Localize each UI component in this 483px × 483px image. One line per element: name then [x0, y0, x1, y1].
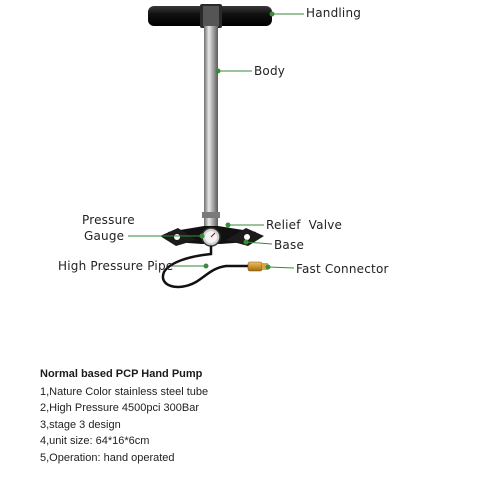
- description-item: 3,stage 3 design: [40, 418, 121, 431]
- handle: [148, 4, 272, 28]
- description-item: 5,Operation: hand operated: [40, 451, 175, 464]
- description-item: 2,High Pressure 4500pci 300Bar: [40, 402, 199, 415]
- description-item: 4,unit size: 64*16*6cm: [40, 435, 150, 448]
- label-body: Body: [254, 64, 286, 78]
- label-pressure-gauge-line2: Gauge: [84, 229, 125, 243]
- fast-connector: [248, 262, 268, 271]
- description-title: Normal based PCP Hand Pump: [40, 368, 203, 380]
- callout-line-fast-connector: [268, 267, 294, 268]
- label-base: Base: [274, 238, 305, 252]
- label-pressure-gauge-line1: Pressure: [82, 213, 135, 227]
- description-item: 1,Nature Color stainless steel tube: [40, 386, 209, 398]
- label-fast-connector: Fast Connector: [296, 262, 389, 276]
- pressure-gauge: [202, 228, 220, 246]
- label-relief-valve: Relief Valve: [266, 218, 343, 232]
- label-high-pressure-pipe: High Pressure Pipe: [58, 259, 174, 273]
- pump-body-tube: [202, 26, 220, 226]
- label-handling: Handling: [306, 6, 362, 20]
- product-description: [40, 368, 208, 466]
